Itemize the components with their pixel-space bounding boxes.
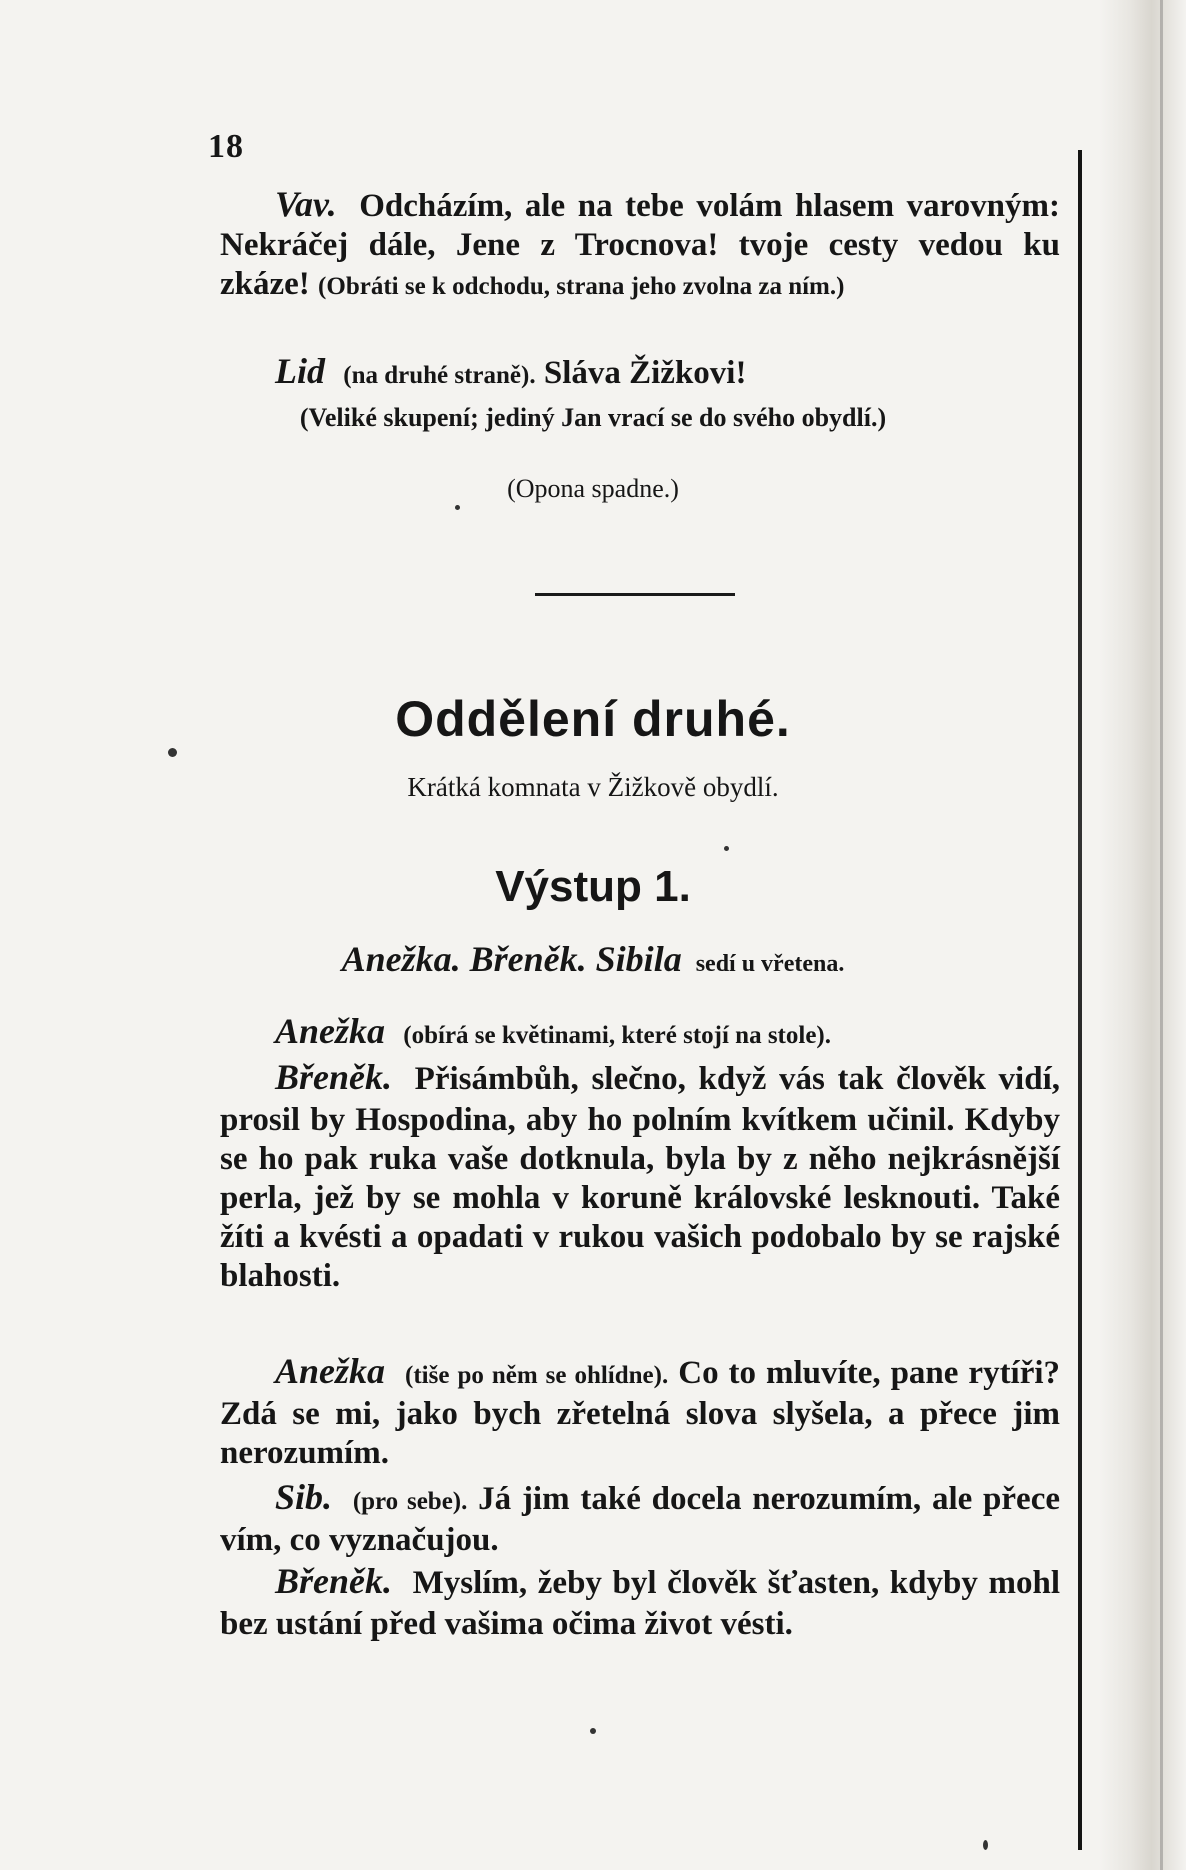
stage-direction: (pro sebe). [352,1488,468,1515]
scan-speck [168,748,177,757]
speaker-name: Anežka [275,1351,386,1391]
binding-shadow [1160,0,1163,1870]
scene-title: Výstup 1. [495,862,691,911]
speaker-name: Břeněk. [275,1057,392,1097]
paragraph-lid [220,352,1060,395]
stage-direction: (tiše po něm se ohlídne). [405,1362,669,1389]
speaker-name: Sib. [275,1477,333,1517]
speaker-name: Anežka [275,1011,386,1051]
speech-text: Sláva Žižkovi! [543,355,747,391]
dialogue-line [220,1478,1060,1560]
speech-text: Já jim také docela nerozumím, ale přece vím, co vyznačujou. [220,1481,1060,1558]
paragraph-vav [220,185,1060,306]
section-title: Oddělení druhé. [395,691,791,747]
speaker-name: Vav. [275,184,337,224]
cast-line [0,938,1186,980]
speech-text: Myslím, žeby byl člověk šťasten, kdyby mohl bez ustání před vašima očima život vésti. [220,1565,1060,1642]
speaker-name: Břeněk. [275,1561,392,1601]
stage-line: (Veliké skupení; jediný Jan vrací se do svého obydlí.) [299,403,887,432]
scene-setting: Krátká komnata v Žižkově obydlí. [407,772,779,802]
scan-speck [455,505,460,510]
page-number: 18 [208,128,244,165]
dialogue-line [220,1352,1060,1473]
dialogue-line [220,1012,1060,1055]
scan-speck [724,846,729,851]
speaker-name: Lid [275,351,325,391]
speech-text: Co to mluvíte, pane rytíři? Zdá se mi, jako bych zřetelná slova slyšela, a přece jim nerozumím. [220,1355,1061,1471]
stage-direction: (obírá se květinami, které stojí na stole). [403,1022,831,1049]
page-gutter [1100,0,1186,1870]
stage-direction: (na druhé straně). [343,362,536,389]
scan-speck [983,1840,988,1850]
speech-text: Odcházím, ale na tebe volám hlasem varovným: Nekráčej dále, Jene z Trocnova! tvoje cesty vedou ku zkáze! [220,188,1061,302]
cast-stage-direction: sedí u vřetena. [695,951,845,977]
speech-text: Přisámbůh, slečno, když vás tak člověk vidí, prosil by Hospodina, aby ho polním kvítkem učinil. Kdyby se ho pak ruka vaše dotknula, byla by z něho nejkrásnější perla, jež by se mohla v koruně královské lesknouti. Také žíti a kvésti a opadati v rukou vašich podobalo by se rajské blahosti. [220,1061,1060,1294]
dialogue-line [220,1058,1060,1296]
scan-speck [590,1728,596,1734]
cast-names: Anežka. Břeněk. Sibila [341,939,682,979]
section-divider [535,593,735,596]
dialogue-line [220,1562,1060,1644]
stage-direction: (Obráti se k odchodu, strana jeho zvolna za ním.) [318,273,845,300]
curtain-direction: (Opona spadne.) [507,474,679,503]
